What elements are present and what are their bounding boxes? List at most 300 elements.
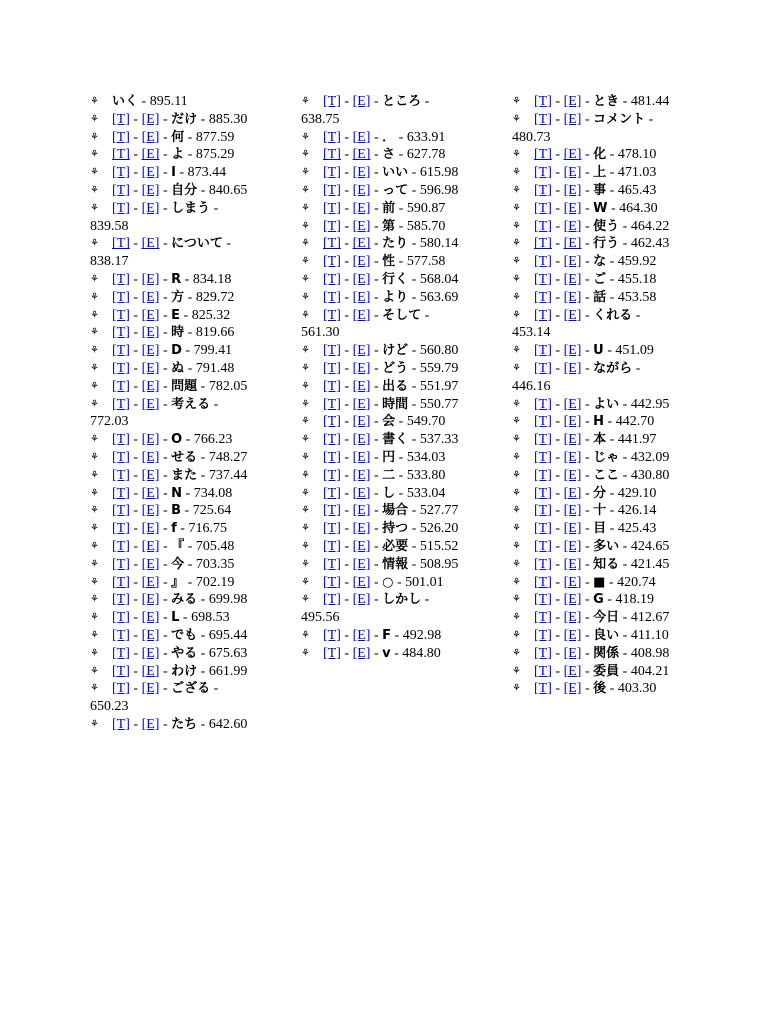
term-link-e[interactable]: [E] (141, 307, 160, 323)
term-text: さ (382, 147, 396, 163)
term-link-e[interactable]: [E] (563, 556, 582, 572)
term-score: 716.75 (188, 521, 227, 537)
term-score: 705.48 (195, 538, 235, 554)
term-score: 527.77 (419, 503, 459, 519)
bullet-icon: ⚘ (90, 167, 99, 179)
term-link-t[interactable]: [T] (323, 467, 341, 483)
term-score: 699.98 (208, 592, 248, 608)
term-link-t[interactable]: [T] (112, 663, 130, 679)
term-text: でも (171, 627, 198, 643)
term-link-t[interactable]: [T] (534, 343, 552, 359)
term-link-t[interactable]: [T] (323, 200, 341, 216)
term-link-e[interactable]: [E] (563, 94, 582, 109)
term-link-e[interactable]: [E] (352, 449, 371, 465)
term-link-e[interactable]: [E] (141, 556, 160, 572)
term-link-e[interactable]: [E] (352, 182, 371, 198)
term-link-t[interactable]: [T] (323, 147, 341, 163)
term-link-e[interactable]: [E] (563, 254, 582, 270)
term-link-t[interactable]: [T] (323, 271, 341, 287)
word-entry: ⚘ [T] - [E] - について - 838.17 (90, 236, 232, 270)
term-link-t[interactable]: [T] (112, 645, 130, 661)
word-entry: ⚘ [T] - [E] - E - 825.32 (90, 307, 231, 323)
term-link-t[interactable]: [T] (323, 343, 341, 359)
term-link-t[interactable]: [T] (534, 94, 552, 109)
term-text: より (382, 289, 409, 305)
word-entry: ⚘ [T] - [E] - じゃ - 432.09 (512, 449, 670, 465)
term-link-t[interactable]: [T] (534, 271, 552, 287)
bullet-icon: ⚘ (301, 149, 310, 161)
term-score: 533.04 (406, 485, 446, 501)
term-link-e[interactable]: [E] (563, 681, 582, 697)
term-link-e[interactable]: [E] (563, 449, 582, 465)
term-link-t[interactable]: [T] (112, 307, 130, 323)
term-score: 615.98 (419, 165, 459, 181)
word-entry: ⚘ [T] - [E] - F - 492.98 (301, 627, 442, 643)
term-link-e[interactable]: [E] (141, 538, 160, 554)
term-link-t[interactable]: [T] (112, 182, 130, 198)
term-link-e[interactable]: [E] (141, 663, 160, 679)
term-link-t[interactable]: [T] (323, 182, 341, 198)
term-link-e[interactable]: [E] (352, 645, 371, 661)
term-link-e[interactable]: [E] (563, 645, 582, 661)
term-score: 885.30 (208, 111, 248, 127)
term-text: N (171, 485, 183, 501)
term-link-e[interactable]: [E] (141, 396, 160, 412)
term-text: ご (593, 271, 607, 287)
word-entry: ⚘ [T] - [E] - 前 - 590.87 (301, 200, 446, 216)
bullet-icon: ⚘ (90, 184, 99, 196)
term-link-t[interactable]: [T] (534, 681, 552, 697)
term-text: 場合 (382, 503, 409, 519)
term-link-e[interactable]: [E] (563, 610, 582, 626)
term-link-e[interactable]: [E] (141, 592, 160, 608)
term-link-t[interactable]: [T] (534, 307, 552, 323)
term-text: 考える (171, 396, 211, 412)
term-link-t[interactable]: [T] (534, 449, 552, 465)
term-link-e[interactable]: [E] (352, 574, 371, 590)
term-link-t[interactable]: [T] (534, 432, 552, 448)
term-link-e[interactable]: [E] (141, 129, 160, 145)
term-link-t[interactable]: [T] (534, 592, 552, 608)
term-score: 695.44 (208, 627, 248, 643)
term-link-e[interactable]: [E] (563, 343, 582, 359)
word-entry: ⚘ [T] - [E] - けど - 560.80 (301, 343, 459, 359)
term-score: 661.99 (208, 663, 248, 679)
term-link-t[interactable]: [T] (323, 503, 341, 519)
term-link-e[interactable]: [E] (563, 289, 582, 305)
term-link-e[interactable]: [E] (141, 503, 160, 519)
term-link-t[interactable]: [T] (323, 592, 341, 608)
term-link-e[interactable]: [E] (563, 182, 582, 198)
word-entry: ⚘ [T] - [E] - 方 - 829.72 (90, 289, 235, 305)
term-link-t[interactable]: [T] (323, 432, 341, 448)
bullet-icon: ⚘ (512, 523, 521, 535)
term-link-e[interactable]: [E] (352, 360, 371, 376)
term-link-t[interactable]: [T] (323, 485, 341, 501)
term-link-e[interactable]: [E] (352, 165, 371, 181)
term-text: ■ (593, 574, 606, 590)
term-score: 737.44 (208, 467, 248, 483)
term-link-t[interactable]: [T] (112, 716, 130, 732)
bullet-icon: ⚘ (301, 362, 310, 374)
term-link-e[interactable]: [E] (141, 521, 160, 537)
term-link-e[interactable]: [E] (141, 182, 160, 198)
term-link-e[interactable]: [E] (352, 271, 371, 287)
term-link-t[interactable]: [T] (112, 467, 130, 483)
term-link-t[interactable]: [T] (323, 378, 341, 394)
term-text: みる (171, 592, 198, 608)
term-link-t[interactable]: [T] (112, 236, 130, 252)
term-link-t[interactable]: [T] (534, 521, 552, 537)
term-link-t[interactable]: [T] (112, 289, 130, 305)
term-link-t[interactable]: [T] (534, 574, 552, 590)
term-link-e[interactable]: [E] (563, 218, 582, 234)
term-link-e[interactable]: [E] (141, 378, 160, 394)
term-score: 432.09 (630, 449, 670, 465)
term-link-e[interactable]: [E] (563, 592, 582, 608)
term-link-t[interactable]: [T] (112, 574, 130, 590)
term-link-t[interactable]: [T] (534, 663, 552, 679)
term-link-e[interactable]: [E] (141, 200, 160, 216)
word-entry: ⚘ [T] - [E] - また - 737.44 (90, 467, 248, 483)
term-link-e[interactable]: [E] (352, 236, 371, 252)
term-link-e[interactable]: [E] (563, 627, 582, 643)
term-link-t[interactable]: [T] (534, 236, 552, 252)
term-link-e[interactable]: [E] (563, 360, 582, 376)
term-link-e[interactable]: [E] (563, 396, 582, 412)
term-link-e[interactable]: [E] (352, 254, 371, 270)
term-link-t[interactable]: [T] (323, 396, 341, 412)
term-link-e[interactable]: [E] (352, 396, 371, 412)
term-link-t[interactable]: [T] (534, 218, 552, 234)
term-link-t[interactable]: [T] (323, 627, 341, 643)
term-link-t[interactable]: [T] (534, 182, 552, 198)
term-link-e[interactable]: [E] (563, 467, 582, 483)
term-link-e[interactable]: [E] (563, 147, 582, 163)
bullet-icon: ⚘ (90, 327, 99, 339)
term-link-e[interactable]: [E] (141, 681, 160, 697)
term-link-t[interactable]: [T] (534, 556, 552, 572)
term-text: ところ (382, 94, 422, 109)
term-link-t[interactable]: [T] (534, 200, 552, 216)
bullet-icon: ⚘ (512, 184, 521, 196)
term-link-e[interactable]: [E] (141, 343, 160, 359)
term-link-e[interactable]: [E] (141, 716, 160, 732)
term-text: 方 (171, 289, 185, 305)
term-score: 551.97 (419, 378, 459, 394)
term-text: 問題 (171, 378, 198, 394)
bullet-icon: ⚘ (90, 683, 99, 695)
term-link-e[interactable]: [E] (563, 432, 582, 448)
term-link-e[interactable]: [E] (352, 467, 371, 483)
term-text: 情報 (382, 556, 409, 572)
term-link-t[interactable]: [T] (534, 289, 552, 305)
term-link-t[interactable]: [T] (323, 645, 341, 661)
term-link-t[interactable]: [T] (534, 396, 552, 412)
bullet-icon: ⚘ (90, 540, 99, 552)
term-link-t[interactable]: [T] (112, 396, 130, 412)
word-entry: ⚘ [T] - [E] - 会 - 549.70 (301, 414, 446, 430)
term-link-e[interactable]: [E] (563, 271, 582, 287)
term-score: 537.33 (419, 432, 459, 448)
term-link-e[interactable]: [E] (352, 592, 371, 608)
term-score: 403.30 (617, 681, 657, 697)
term-link-t[interactable]: [T] (112, 521, 130, 537)
term-link-t[interactable]: [T] (112, 485, 130, 501)
term-text: 話 (593, 289, 607, 305)
word-entry: ⚘ [T] - [E] - 問題 - 782.05 (90, 378, 248, 394)
bullet-icon: ⚘ (301, 523, 310, 535)
bullet-icon: ⚘ (301, 398, 310, 410)
term-text: 事 (593, 182, 607, 198)
word-entry: ⚘ [T] - [E] - 多い - 424.65 (512, 538, 670, 554)
term-link-e[interactable]: [E] (141, 432, 160, 448)
term-link-e[interactable]: [E] (141, 147, 160, 163)
term-text: ここ (593, 467, 620, 483)
term-link-t[interactable]: [T] (112, 432, 130, 448)
term-link-e[interactable]: [E] (563, 485, 582, 501)
term-link-e[interactable]: [E] (563, 165, 582, 181)
term-link-e[interactable]: [E] (352, 94, 371, 109)
term-link-t[interactable]: [T] (112, 556, 130, 572)
word-entry: ⚘ [T] - [E] - O - 766.23 (90, 432, 233, 448)
term-score: 838.17 (90, 254, 129, 270)
word-entry: ⚘ [T] - [E] - 自分 - 840.65 (90, 182, 248, 198)
term-link-e[interactable]: [E] (141, 165, 160, 181)
term-score: 550.77 (419, 396, 459, 412)
word-entry: ⚘ [T] - [E] - な - 459.92 (512, 254, 657, 270)
term-link-e[interactable]: [E] (141, 236, 160, 252)
term-link-t[interactable]: [T] (112, 592, 130, 608)
bullet-icon: ⚘ (90, 113, 99, 125)
bullet-icon: ⚘ (90, 149, 99, 161)
term-score: 442.70 (615, 414, 655, 430)
term-link-e[interactable]: [E] (141, 610, 160, 626)
term-score: 442.95 (630, 396, 670, 412)
term-score: 675.63 (208, 645, 248, 661)
term-score: 580.14 (419, 236, 459, 252)
term-text: 目 (593, 521, 607, 537)
word-entry: ⚘ [T] - [E] - 目 - 425.43 (512, 521, 657, 537)
word-entry: ⚘ [T] - [E] - ○ - 501.01 (301, 574, 444, 590)
term-link-e[interactable]: [E] (352, 289, 371, 305)
term-link-t[interactable]: [T] (534, 645, 552, 661)
term-score: 642.60 (208, 716, 248, 732)
term-link-t[interactable]: [T] (112, 378, 130, 394)
term-score: 585.70 (406, 218, 446, 234)
term-text: ぬ (171, 360, 185, 376)
term-score: 429.10 (617, 485, 657, 501)
word-entry: ⚘ [T] - [E] - たち - 642.60 (90, 716, 248, 732)
term-link-e[interactable]: [E] (141, 271, 160, 287)
term-link-t[interactable]: [T] (534, 503, 552, 519)
term-link-e[interactable]: [E] (352, 521, 371, 537)
term-link-e[interactable]: [E] (352, 503, 371, 519)
term-link-e[interactable]: [E] (141, 111, 160, 127)
term-link-t[interactable]: [T] (112, 200, 130, 216)
term-link-t[interactable]: [T] (323, 360, 341, 376)
term-link-e[interactable]: [E] (352, 129, 371, 145)
bullet-icon: ⚘ (301, 167, 310, 179)
term-link-t[interactable]: [T] (112, 325, 130, 341)
word-entry: ⚘ [T] - [E] - L - 698.53 (90, 610, 230, 626)
word-entry: ⚘ [T] - [E] - 今 - 703.35 (90, 556, 235, 572)
term-link-e[interactable]: [E] (563, 111, 582, 127)
term-score: 481.44 (630, 94, 670, 109)
term-link-t[interactable]: [T] (112, 271, 130, 287)
term-text: R (171, 271, 182, 287)
term-link-t[interactable]: [T] (323, 538, 341, 554)
bullet-icon: ⚘ (90, 398, 99, 410)
term-score: 703.35 (195, 556, 235, 572)
term-score: 596.98 (419, 182, 459, 198)
word-entry: ⚘ [T] - [E] - 性 - 577.58 (301, 254, 446, 270)
term-link-t[interactable]: [T] (112, 147, 130, 163)
term-link-e[interactable]: [E] (563, 414, 582, 430)
term-link-t[interactable]: [T] (112, 503, 130, 519)
term-link-t[interactable]: [T] (323, 254, 341, 270)
term-link-t[interactable]: [T] (323, 521, 341, 537)
term-link-e[interactable]: [E] (352, 200, 371, 216)
term-link-e[interactable]: [E] (141, 289, 160, 305)
term-link-e[interactable]: [E] (352, 147, 371, 163)
term-link-e[interactable]: [E] (563, 574, 582, 590)
term-link-t[interactable]: [T] (112, 538, 130, 554)
word-entry: ⚘ [T] - [E] - たり - 580.14 (301, 236, 459, 252)
term-link-t[interactable]: [T] (323, 556, 341, 572)
term-link-t[interactable]: [T] (534, 254, 552, 270)
term-text: 持つ (382, 521, 409, 537)
term-link-t[interactable]: [T] (323, 218, 341, 234)
term-link-t[interactable]: [T] (323, 574, 341, 590)
term-link-t[interactable]: [T] (534, 610, 552, 626)
term-link-t[interactable]: [T] (323, 94, 341, 109)
term-link-e[interactable]: [E] (352, 485, 371, 501)
term-link-t[interactable]: [T] (112, 165, 130, 181)
term-text: 今 (171, 556, 185, 572)
term-link-t[interactable]: [T] (534, 485, 552, 501)
term-link-t[interactable]: [T] (323, 307, 341, 323)
word-entry: ⚘ [T] - [E] - ■ - 420.74 (512, 574, 656, 590)
term-link-e[interactable]: [E] (352, 378, 371, 394)
term-link-e[interactable]: [E] (352, 432, 371, 448)
term-text: 良い (593, 627, 620, 643)
term-link-e[interactable]: [E] (141, 449, 160, 465)
term-link-e[interactable]: [E] (563, 521, 582, 537)
term-text: よい (593, 396, 620, 412)
term-link-t[interactable]: [T] (534, 111, 552, 127)
term-link-t[interactable]: [T] (534, 165, 552, 181)
term-link-e[interactable]: [E] (141, 360, 160, 376)
term-score: 453.58 (617, 289, 657, 305)
term-link-t[interactable]: [T] (534, 538, 552, 554)
term-score: 875.29 (195, 147, 235, 163)
term-link-e[interactable]: [E] (563, 663, 582, 679)
term-link-e[interactable]: [E] (563, 307, 582, 323)
word-entry: ⚘ [T] - [E] - 後 - 403.30 (512, 681, 657, 697)
term-link-e[interactable]: [E] (563, 200, 582, 216)
term-link-t[interactable]: [T] (323, 449, 341, 465)
term-link-e[interactable]: [E] (352, 307, 371, 323)
term-link-e[interactable]: [E] (352, 538, 371, 554)
term-link-e[interactable]: [E] (563, 503, 582, 519)
term-score: 734.08 (193, 485, 233, 501)
term-link-t[interactable]: [T] (323, 289, 341, 305)
term-link-t[interactable]: [T] (112, 111, 130, 127)
term-text: O (171, 432, 183, 448)
term-link-t[interactable]: [T] (534, 627, 552, 643)
word-entry: ⚘ いく - 895.11 (90, 94, 188, 109)
term-link-e[interactable]: [E] (141, 645, 160, 661)
term-link-t[interactable]: [T] (112, 627, 130, 643)
word-entry: ⚘ [T] - [E] - 時間 - 550.77 (301, 396, 459, 412)
term-link-t[interactable]: [T] (323, 165, 341, 181)
term-link-e[interactable]: [E] (141, 574, 160, 590)
bullet-icon: ⚘ (512, 683, 521, 695)
term-link-t[interactable]: [T] (112, 343, 130, 359)
term-link-t[interactable]: [T] (323, 414, 341, 430)
term-score: 549.70 (406, 414, 446, 430)
bullet-icon: ⚘ (512, 629, 521, 641)
term-score: 424.65 (630, 538, 670, 554)
term-score: 829.72 (195, 289, 235, 305)
bullet-icon: ⚘ (512, 238, 521, 250)
term-score: 484.80 (402, 645, 441, 661)
term-link-t[interactable]: [T] (534, 147, 552, 163)
bullet-icon: ⚘ (90, 576, 99, 588)
term-text: コメント (593, 111, 646, 127)
term-link-e[interactable]: [E] (141, 467, 160, 483)
term-link-t[interactable]: [T] (534, 414, 552, 430)
bullet-icon: ⚘ (90, 505, 99, 517)
term-score: 725.64 (192, 503, 232, 519)
term-link-t[interactable]: [T] (112, 449, 130, 465)
word-entry: ⚘ [T] - [E] - W - 464.30 (512, 200, 658, 216)
term-link-t[interactable]: [T] (534, 467, 552, 483)
term-link-e[interactable]: [E] (563, 538, 582, 554)
term-score: 411.10 (630, 627, 669, 643)
word-entry: ⚘ [T] - [E] - そして - 561.30 (301, 307, 430, 341)
term-link-t[interactable]: [T] (112, 610, 130, 626)
term-text: また (171, 467, 198, 483)
term-text: 書く (382, 432, 409, 448)
term-link-t[interactable]: [T] (112, 129, 130, 145)
term-score: 627.78 (406, 147, 446, 163)
term-score: 471.03 (617, 165, 657, 181)
term-link-t[interactable]: [T] (112, 360, 130, 376)
term-link-t[interactable]: [T] (534, 360, 552, 376)
term-link-t[interactable]: [T] (323, 236, 341, 252)
term-text: 上 (593, 165, 607, 181)
term-link-t[interactable]: [T] (112, 681, 130, 697)
term-link-e[interactable]: [E] (352, 343, 371, 359)
word-entry: ⚘ [T] - [E] - 本 - 441.97 (512, 432, 657, 448)
term-link-e[interactable]: [E] (141, 627, 160, 643)
term-link-t[interactable]: [T] (323, 129, 341, 145)
term-link-e[interactable]: [E] (563, 236, 582, 252)
term-score: 650.23 (90, 699, 129, 715)
term-text: くれる (593, 307, 633, 323)
term-link-e[interactable]: [E] (352, 218, 371, 234)
bullet-icon: ⚘ (301, 434, 310, 446)
term-link-e[interactable]: [E] (352, 627, 371, 643)
term-link-e[interactable]: [E] (352, 414, 371, 430)
term-link-e[interactable]: [E] (141, 485, 160, 501)
term-score: 465.43 (617, 182, 657, 198)
term-text: 十 (593, 503, 607, 519)
term-link-e[interactable]: [E] (141, 325, 160, 341)
term-link-e[interactable]: [E] (352, 556, 371, 572)
